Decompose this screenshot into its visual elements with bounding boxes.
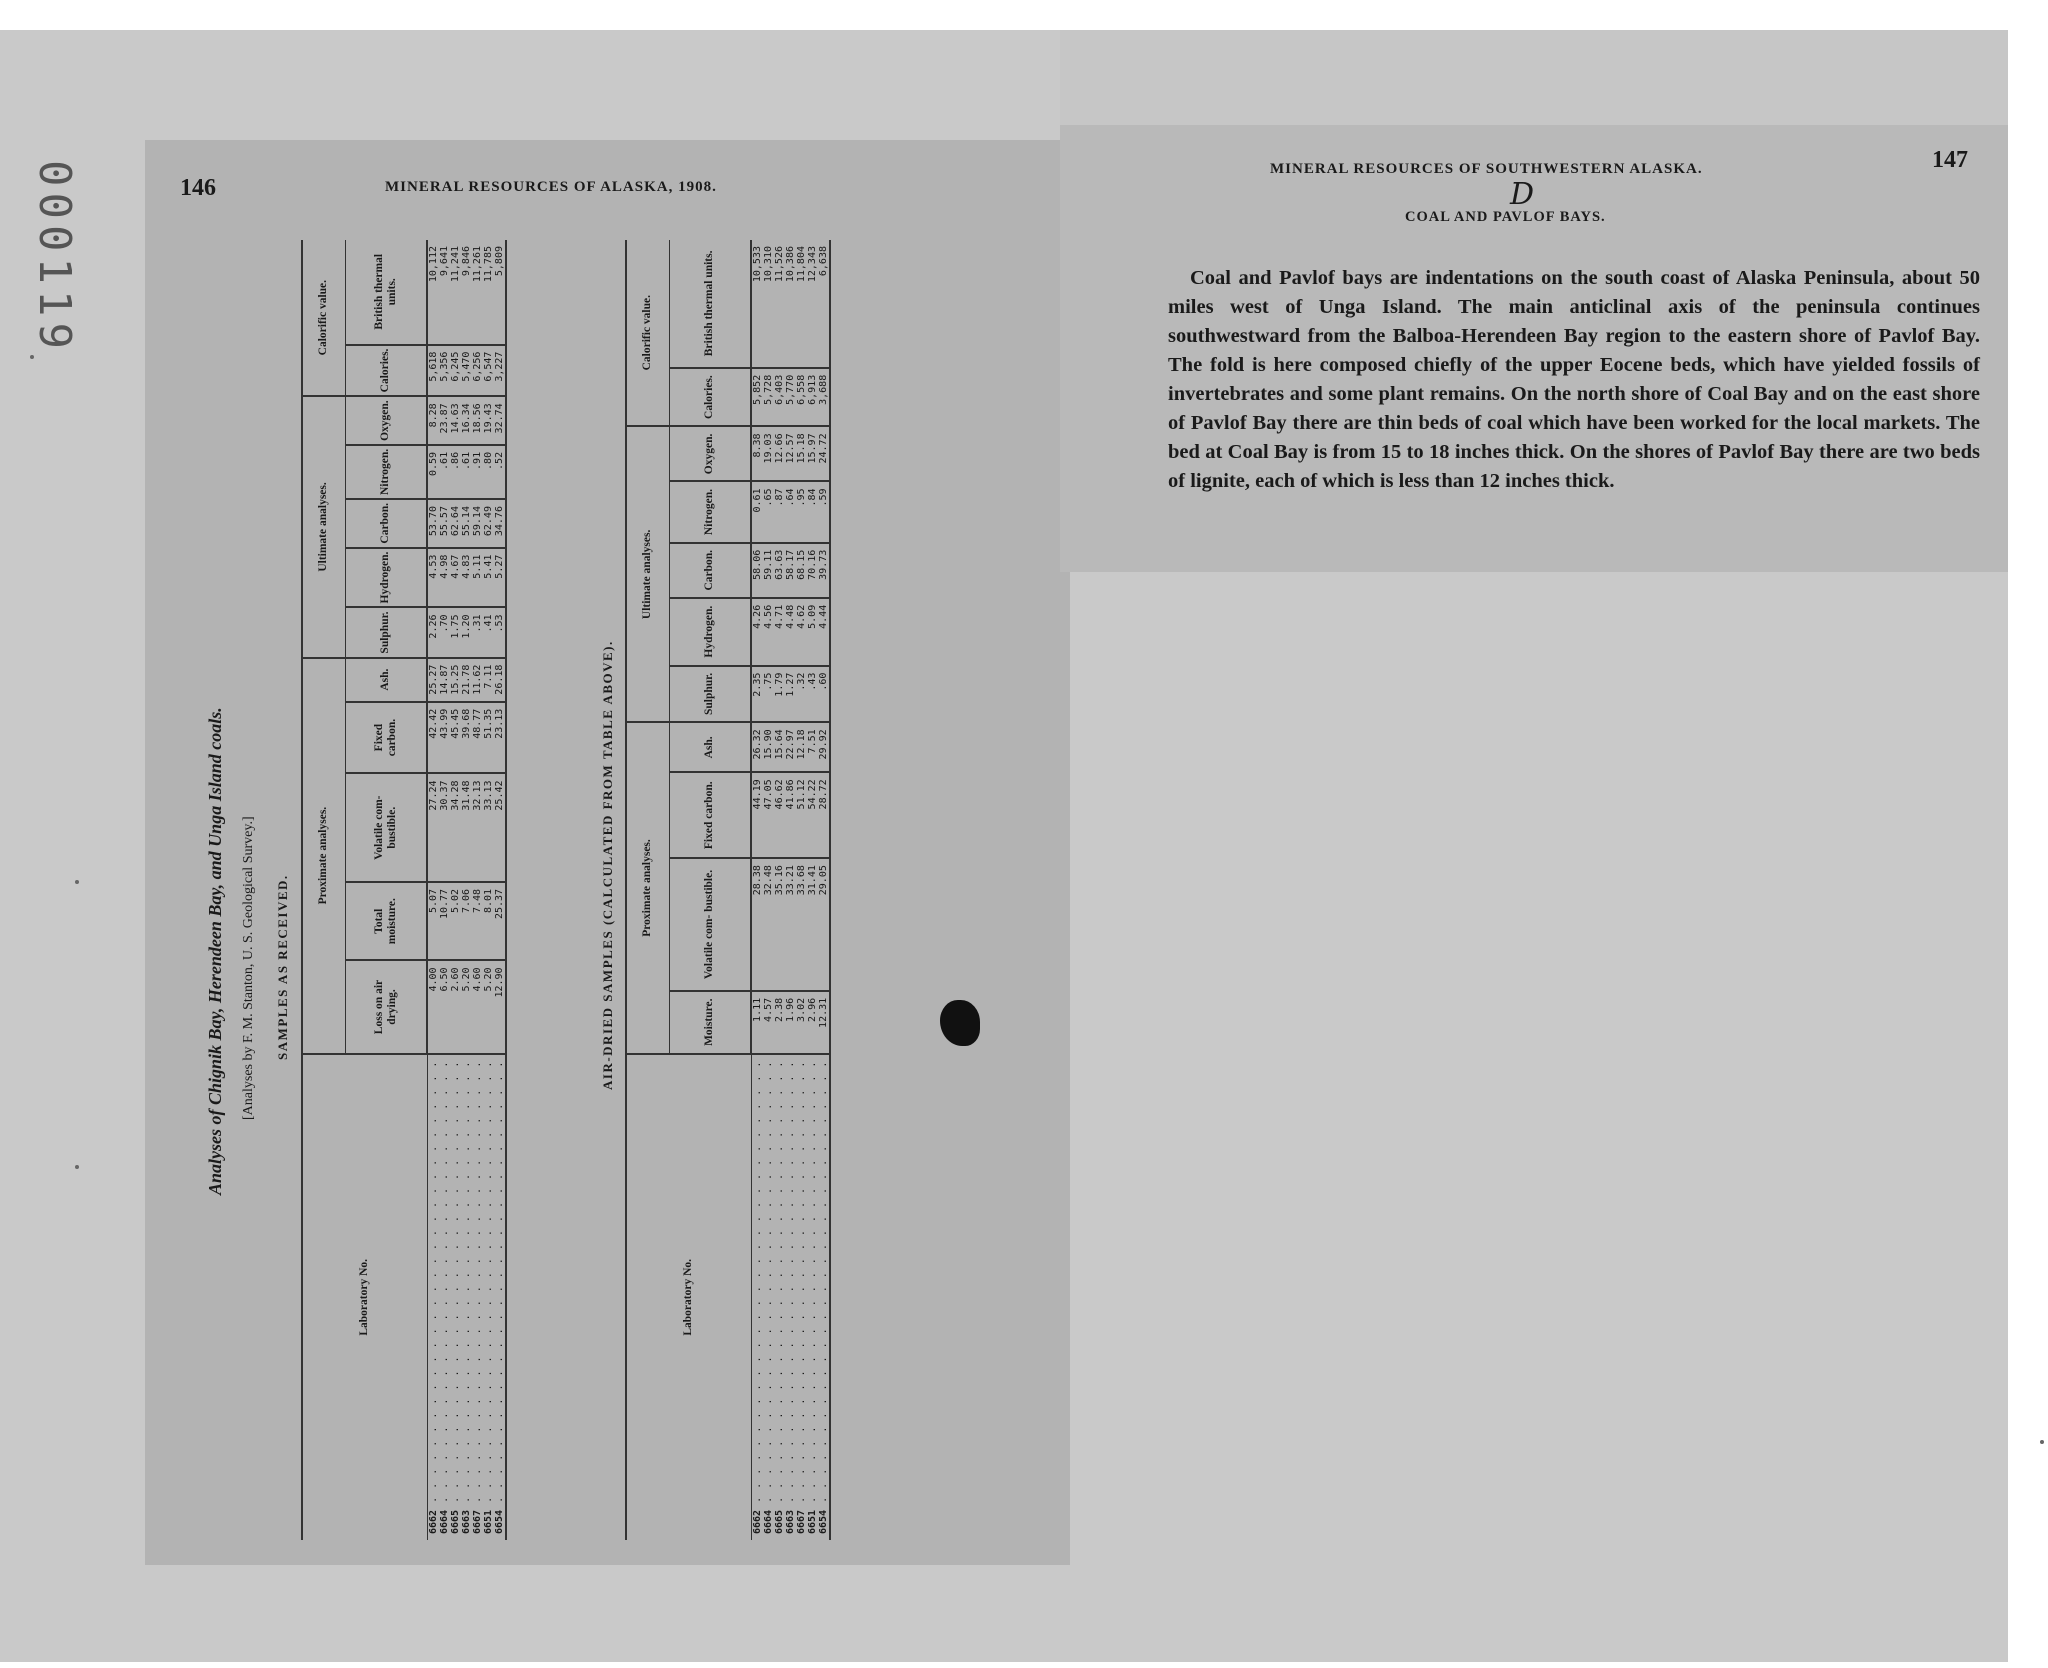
table-cell: .65 xyxy=(763,481,774,542)
section-heading: COAL AND PAVLOF BAYS. xyxy=(1405,209,1606,225)
table-cell: 5,770 xyxy=(785,368,796,427)
table-cell: 1.96 xyxy=(785,991,796,1054)
laboratory-number: 6654 . . . xyxy=(494,1054,506,1540)
table-cell: 15.25 xyxy=(450,658,461,702)
table-row xyxy=(483,240,494,1540)
scan-backing-top xyxy=(1060,30,2008,140)
table-cell: 5.20 xyxy=(483,960,494,1053)
table-cell: 5,852 xyxy=(751,368,763,427)
table-cell: 26.32 xyxy=(751,722,763,772)
table-cell: 2.38 xyxy=(774,991,785,1054)
table-cell: 58.06 xyxy=(751,543,763,598)
table-cell: 9,641 xyxy=(439,246,450,277)
table-cell: 3,688 xyxy=(818,368,830,427)
table-cell: 7.11 xyxy=(483,658,494,702)
laboratory-number: 6662 . . . xyxy=(427,1054,439,1540)
col-nitrogen: Nitrogen. xyxy=(670,481,752,542)
laboratory-number: 6662 . . . xyxy=(751,1054,763,1540)
table-cell: 39.68 xyxy=(461,702,472,774)
table-cell: 5.07 xyxy=(427,882,439,961)
table-cell: 12.31 xyxy=(818,991,830,1054)
table-title: Analyses of Chignik Bay, Herendeen Bay, and Unga Island coals. xyxy=(205,707,225,1195)
laboratory-number: 6664 . . . xyxy=(763,1054,774,1540)
table-cell: .53 xyxy=(494,607,506,657)
table-cell: .95 xyxy=(796,481,807,542)
table-cell: 32.13 xyxy=(472,773,483,881)
table-cell: 4.71 xyxy=(774,598,785,666)
pen-annotation: D xyxy=(1510,177,1535,212)
laboratory-number: 6665 . . . xyxy=(774,1054,785,1540)
table-cell: 32.48 xyxy=(763,858,774,991)
table-cell: .32 xyxy=(796,666,807,723)
table-row xyxy=(807,240,818,1540)
table-cell: 12.66 xyxy=(774,426,785,481)
table-cell: 5.27 xyxy=(494,548,506,608)
table-cell: 11,241 xyxy=(450,246,461,283)
table-air-dried xyxy=(625,240,831,1540)
table-cell: 11,261 xyxy=(472,246,483,283)
archive-stamp-text: 000119 xyxy=(29,160,80,355)
table-cell: 33.13 xyxy=(483,773,494,881)
table-cell: 6,558 xyxy=(796,368,807,427)
table-cell: 2.60 xyxy=(450,960,461,1053)
table-cell: 12.18 xyxy=(796,722,807,772)
table-cell: 11,804 xyxy=(796,246,807,283)
group-calorific: Calorific value. xyxy=(626,240,670,426)
table-cell: 6,638 xyxy=(818,246,829,277)
section-air-dried: AIR-DRIED SAMPLES (CALCULATED FROM TABLE ABOVE). xyxy=(600,640,615,1090)
col-calories: Calories. xyxy=(346,345,428,397)
table-cell: 26.18 xyxy=(494,658,506,702)
page-147 xyxy=(1060,125,2008,572)
page-146-header xyxy=(180,175,1020,205)
table-cell: 8.28 xyxy=(427,396,439,445)
table-cell: .61 xyxy=(461,445,472,499)
table-row xyxy=(785,240,796,1540)
table-cell: 47.05 xyxy=(763,772,774,858)
table-cell: .87 xyxy=(774,481,785,542)
table-cell: 4.83 xyxy=(461,548,472,608)
table-cell: 4.60 xyxy=(472,960,483,1053)
table-cell: 25.42 xyxy=(494,773,506,881)
table-cell: 11,526 xyxy=(774,246,785,283)
speck xyxy=(75,1165,79,1169)
speck xyxy=(30,355,34,359)
table-cell: 1.75 xyxy=(450,607,461,657)
table-cell: 23.87 xyxy=(439,396,450,445)
col-moisture: Moisture. xyxy=(670,991,752,1054)
table-cell: .31 xyxy=(472,607,483,657)
table-cell: 7.51 xyxy=(807,722,818,772)
table-cell: 5.09 xyxy=(807,598,818,666)
col-oxygen: Oxygen. xyxy=(346,396,428,445)
table-cell: 28.38 xyxy=(751,858,763,991)
table-cell: 15.64 xyxy=(774,722,785,772)
table-cell: .52 xyxy=(494,445,506,499)
table-cell: 44.19 xyxy=(751,772,763,858)
page-146 xyxy=(145,140,1070,1565)
table-cell: 12.57 xyxy=(785,426,796,481)
table-cell: 4.44 xyxy=(818,598,830,666)
running-head-147: MINERAL RESOURCES OF SOUTHWESTERN ALASKA. xyxy=(1270,161,1703,177)
table-cell: .80 xyxy=(483,445,494,499)
table-cell: 4.62 xyxy=(796,598,807,666)
table-cell: 10.77 xyxy=(439,882,450,961)
laboratory-number: 6651 . . . xyxy=(807,1054,818,1540)
page-number-147: 147 xyxy=(1932,147,1968,173)
table-cell: 14.63 xyxy=(450,396,461,445)
table-cell: .59 xyxy=(818,481,830,542)
table-cell: 62.49 xyxy=(483,499,494,548)
table-cell: 4.26 xyxy=(751,598,763,666)
rotated-coal-table xyxy=(205,240,1045,1540)
table-cell: 55.57 xyxy=(439,499,450,548)
table-cell: 58.17 xyxy=(785,543,796,598)
table-cell: 31.48 xyxy=(461,773,472,881)
table-cell: 35.16 xyxy=(774,858,785,991)
table-cell: 10,533 xyxy=(752,246,763,283)
col-sulphur: Sulphur. xyxy=(670,666,752,723)
table-cell: 41.86 xyxy=(785,772,796,858)
table-cell: 59.14 xyxy=(472,499,483,548)
table-cell: 34.28 xyxy=(450,773,461,881)
table-cell: 1.79 xyxy=(774,666,785,723)
col-sulphur: Sulphur. xyxy=(346,607,428,657)
col-btu: British thermal units. xyxy=(670,240,752,368)
table-cell: .84 xyxy=(807,481,818,542)
laboratory-number: 6654 . . . xyxy=(818,1054,830,1540)
col-hydrogen: Hydrogen. xyxy=(346,548,428,608)
table-cell: 10,386 xyxy=(785,246,796,283)
table-cell: 19.43 xyxy=(483,396,494,445)
table-cell: 5,356 xyxy=(439,345,450,397)
group-proximate: Proximate analyses. xyxy=(626,722,670,1053)
table-cell: 16.34 xyxy=(461,396,472,445)
laboratory-number: 6663 . . . xyxy=(785,1054,796,1540)
table-cell: 4.67 xyxy=(450,548,461,608)
table-cell: 70.16 xyxy=(807,543,818,598)
table-cell: 32.74 xyxy=(494,396,506,445)
col-volatile: Volatile com- bustible. xyxy=(670,858,752,991)
table-cell: 29.05 xyxy=(818,858,830,991)
table-cell: 14.87 xyxy=(439,658,450,702)
table-row xyxy=(472,240,483,1540)
col-calories: Calories. xyxy=(670,368,752,427)
table-cell: .75 xyxy=(763,666,774,723)
table-cell: 8.38 xyxy=(751,426,763,481)
table-cell: 9,846 xyxy=(461,246,472,277)
table-cell: 18.56 xyxy=(472,396,483,445)
group-proximate: Proximate analyses. xyxy=(302,658,346,1054)
col-laboratory-no: Laboratory No. xyxy=(302,1054,427,1540)
col-btu: British thermal units. xyxy=(346,240,428,345)
table-cell: 0.61 xyxy=(751,481,763,542)
table-cell: 1.27 xyxy=(785,666,796,723)
table-cell: 30.37 xyxy=(439,773,450,881)
table-cell: 4.53 xyxy=(427,548,439,608)
col-laboratory-no: Laboratory No. xyxy=(626,1054,751,1540)
table-cell: 2.35 xyxy=(751,666,763,723)
table-cell: 48.77 xyxy=(472,702,483,774)
table-cell: 15.97 xyxy=(807,426,818,481)
table-cell: 23.13 xyxy=(494,702,506,774)
table-cell: 19.03 xyxy=(763,426,774,481)
table-cell: 11.62 xyxy=(472,658,483,702)
table-cell: 33.68 xyxy=(796,858,807,991)
table-subtitle: [Analyses by F. M. Stanton, U. S. Geological Survey.] xyxy=(241,816,256,1120)
table-cell: 21.78 xyxy=(461,658,472,702)
table-cell: 5,618 xyxy=(427,345,439,397)
col-oxygen: Oxygen. xyxy=(670,426,752,481)
col-volatile: Volatile com- bustible. xyxy=(346,773,428,881)
table-as-received-body xyxy=(427,240,506,1540)
speck xyxy=(2040,1440,2044,1444)
table-cell: 68.15 xyxy=(796,543,807,598)
group-ultimate: Ultimate analyses. xyxy=(626,426,670,722)
table-row xyxy=(450,240,461,1540)
laboratory-number: 6664 . . . xyxy=(439,1054,450,1540)
table-as-received xyxy=(301,240,507,1540)
table-cell: 12,343 xyxy=(807,246,818,283)
col-fixed-carbon: Fixed carbon. xyxy=(346,702,428,774)
table-cell: 3,227 xyxy=(494,345,506,397)
table-cell: 51.12 xyxy=(796,772,807,858)
table-cell: 4.48 xyxy=(785,598,796,666)
table-cell: 53.70 xyxy=(427,499,439,548)
table-cell: 15.90 xyxy=(763,722,774,772)
table-cell: 28.72 xyxy=(818,772,830,858)
table-cell: 6.50 xyxy=(439,960,450,1053)
laboratory-number: 6665 . . . xyxy=(450,1054,461,1540)
running-head-146: MINERAL RESOURCES OF ALASKA, 1908. xyxy=(385,179,717,195)
table-cell: 15.18 xyxy=(796,426,807,481)
table-cell: 25.37 xyxy=(494,882,506,961)
page-number-146: 146 xyxy=(180,175,216,201)
table-row xyxy=(439,240,450,1540)
table-row xyxy=(494,240,506,1540)
col-carbon: Carbon. xyxy=(346,499,428,548)
table-cell: 55.14 xyxy=(461,499,472,548)
table-cell: 54.22 xyxy=(807,772,818,858)
col-fixed-carbon: Fixed carbon. xyxy=(670,772,752,858)
table-cell: .70 xyxy=(439,607,450,657)
table-cell: 5.02 xyxy=(450,882,461,961)
laboratory-number: 6663 . . . xyxy=(461,1054,472,1540)
table-cell: 8.01 xyxy=(483,882,494,961)
col-total-moisture: Total moisture. xyxy=(346,882,428,961)
laboratory-number: 6651 . . . xyxy=(483,1054,494,1540)
table-cell: .61 xyxy=(439,445,450,499)
col-hydrogen: Hydrogen. xyxy=(670,598,752,666)
table-cell: 63.63 xyxy=(774,543,785,598)
table-row xyxy=(751,240,763,1540)
table-row xyxy=(427,240,439,1540)
col-ash: Ash. xyxy=(346,658,428,702)
table-cell: 5.20 xyxy=(461,960,472,1053)
laboratory-number: 6667 . . . xyxy=(796,1054,807,1540)
table-cell: 5,728 xyxy=(763,368,774,427)
speck xyxy=(75,880,79,884)
table-cell: 0.59 xyxy=(427,445,439,499)
table-cell: 4.00 xyxy=(427,960,439,1053)
table-cell: 6,245 xyxy=(450,345,461,397)
col-loss-on-air-drying: Loss on air drying. xyxy=(346,960,428,1053)
section-samples-as-received: SAMPLES AS RECEIVED. xyxy=(275,874,290,1060)
table-cell: 4.56 xyxy=(763,598,774,666)
table-cell: .43 xyxy=(807,666,818,723)
table-cell: 27.24 xyxy=(427,773,439,881)
table-cell: 10,310 xyxy=(763,246,774,283)
table-cell: .86 xyxy=(450,445,461,499)
table-cell: 6,913 xyxy=(807,368,818,427)
table-cell: 62.64 xyxy=(450,499,461,548)
table-row xyxy=(774,240,785,1540)
table-cell: 5.11 xyxy=(472,548,483,608)
table-cell: 5,809 xyxy=(494,246,505,277)
col-ash: Ash. xyxy=(670,722,752,772)
group-calorific: Calorific value. xyxy=(302,240,346,396)
table-cell: 31.41 xyxy=(807,858,818,991)
table-cell: 51.35 xyxy=(483,702,494,774)
table-row xyxy=(818,240,830,1540)
table-cell: 6,403 xyxy=(774,368,785,427)
table-cell: 5,470 xyxy=(461,345,472,397)
table-cell: 59.11 xyxy=(763,543,774,598)
laboratory-number: 6667 . . . xyxy=(472,1054,483,1540)
table-cell: 6,256 xyxy=(472,345,483,397)
table-cell: 7.48 xyxy=(472,882,483,961)
table-cell: 24.72 xyxy=(818,426,830,481)
table-cell: 7.06 xyxy=(461,882,472,961)
table-cell: 34.76 xyxy=(494,499,506,548)
table-cell: 33.21 xyxy=(785,858,796,991)
table-cell: 29.92 xyxy=(818,722,830,772)
table-cell: 3.02 xyxy=(796,991,807,1054)
table-cell: 2.26 xyxy=(427,607,439,657)
table-cell: .60 xyxy=(818,666,830,723)
table-cell: 46.62 xyxy=(774,772,785,858)
table-cell: 2.96 xyxy=(807,991,818,1054)
table-cell: 6,547 xyxy=(483,345,494,397)
table-cell: 39.73 xyxy=(818,543,830,598)
table-cell: 25.27 xyxy=(427,658,439,702)
group-ultimate: Ultimate analyses. xyxy=(302,396,346,657)
table-cell: 5.41 xyxy=(483,548,494,608)
table-cell: 1.11 xyxy=(751,991,763,1054)
table-cell: .91 xyxy=(472,445,483,499)
table-cell: 42.42 xyxy=(427,702,439,774)
table-cell: 4.57 xyxy=(763,991,774,1054)
table-cell: 11,785 xyxy=(483,246,494,283)
table-cell: 1.20 xyxy=(461,607,472,657)
table-row xyxy=(796,240,807,1540)
body-paragraph: Coal and Pavlof bays are indentations on the south coast of Alaska Peninsula, about 50 miles west of Unga Island. The main anticlinal axis of the peninsula continues southwestward from the Balboa-Herendeen Bay region to the eastern shore of Pavlof Bay. The fold is here composed chiefly of the upper Eocene beds, which have yielded fossils of invertebrates and some plant remains. On the north shore of Coal Bay and on the east shore of Pavlof Bay there are thin beds of coal which have been worked for the local markets. The bed at Coal Bay is from 15 to 18 inches thick. On the shores of Pavlof Bay there are two beds of lignite, each of which is less than 12 inches thick. xyxy=(1168,266,1980,492)
table-air-dried-body xyxy=(751,240,830,1540)
table-cell: .41 xyxy=(483,607,494,657)
archive-stamp xyxy=(20,160,80,400)
table-cell: 12.90 xyxy=(494,960,506,1053)
table-cell: 43.99 xyxy=(439,702,450,774)
table-cell: 10,112 xyxy=(428,246,439,283)
col-nitrogen: Nitrogen. xyxy=(346,445,428,499)
table-row xyxy=(461,240,472,1540)
table-cell: 22.97 xyxy=(785,722,796,772)
table-row xyxy=(763,240,774,1540)
table-cell: 45.45 xyxy=(450,702,461,774)
col-carbon: Carbon. xyxy=(670,543,752,598)
table-cell: .64 xyxy=(785,481,796,542)
table-cell: 4.98 xyxy=(439,548,450,608)
